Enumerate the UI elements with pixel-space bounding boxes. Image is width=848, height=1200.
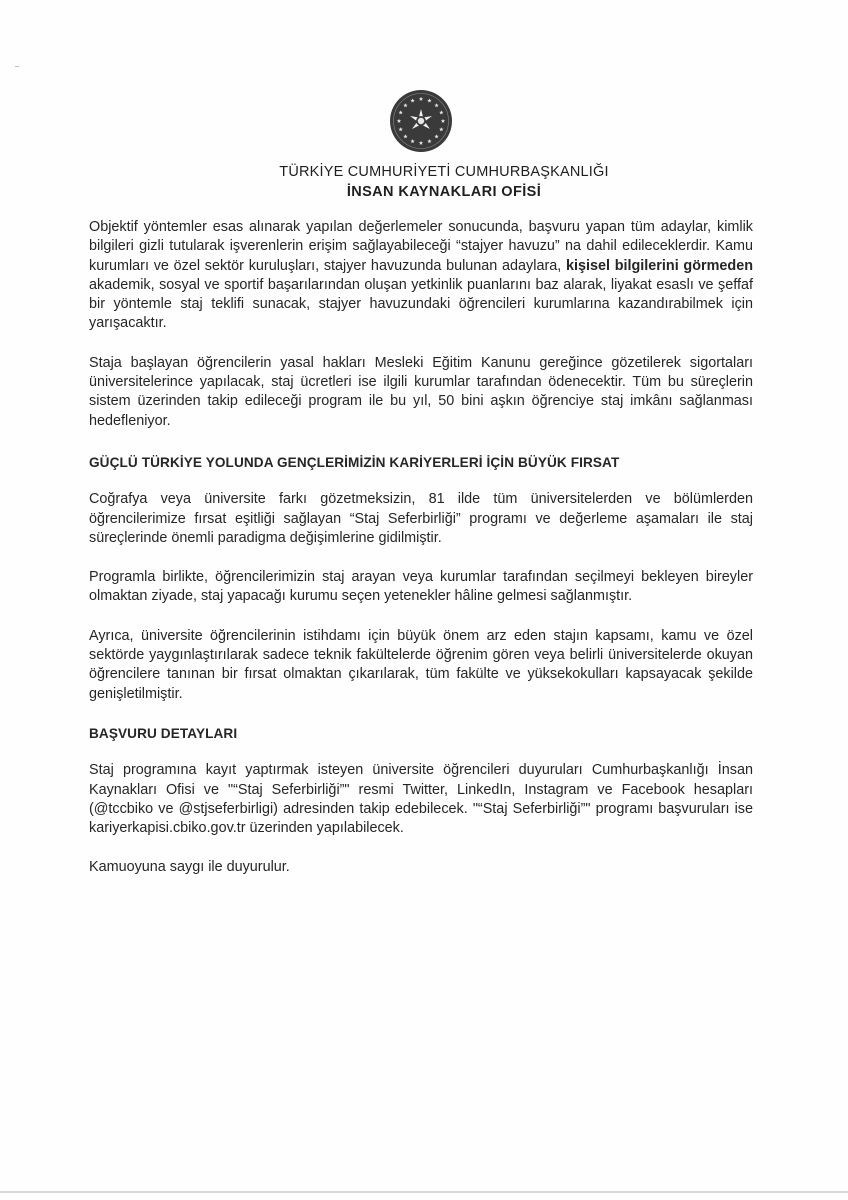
presidential-seal-icon [389,89,453,153]
paragraph-6: Staj programına kayıt yaptırmak isteyen üniversite öğrencileri duyuruları Cumhurbaşkanlığı İnsan Kaynakları Ofisi ve "“Staj Seferbirliği”" resmi Twitter, LinkedIn, Instagram ve Facebook hesapları (@tccbiko ve @stjseferbirligi) adresinden takip edebilecek. "“Staj Seferbirliği”" programı başvuruları ise kariyerkapisi.cbiko.gov.tr üzerinden yapılabilecek. [89,762,753,837]
document-body [89,218,753,878]
section-heading-application: BAŞVURU DETAYLARI [89,725,238,741]
document-header [0,162,848,202]
closing-line: Kamuoyuna saygı ile duyurulur. [89,859,290,876]
paragraph-5: Ayrıca, üniversite öğrencilerinin istihdamı için büyük önem arz eden stajın kapsamı, kamu ve özel sektörde yaygınlaştırılarak sadece teknik fakültelerde öğrenim gören veya belirli üniversitelerde okuyan öğrencilere tanınan bir fırsat olmaktan çıkarılarak, tüm fakülte ve yüksekokulları kapsayacak şekilde genişletilmiştir. [89,627,753,702]
paragraph-1-intro: Objektif yöntemler esas alınarak yapılan değerlemeler sonucunda, başvuru yapan tüm adaylar, kimlik bilgileri gizli tutularak işverenlerin erişim sağlayabileceği “stajyer havuzu” na dahil edileceklerdir. Kamu kurumları ve özel sektör kuruluşları, stajyer havuzunda bulunan adaylara, [89,219,753,274]
institution-title: TÜRKİYE CUMHURİYETİ CUMHURBAŞKANLIĞI [279,164,609,180]
paragraph-3: Coğrafya veya üniversite farkı gözetmeksizin, 81 ilde tüm üniversitelerden ve bölümlerden öğrencilerimize fırsat eşitliği sağlayan “Staj Seferbirliği” programı ve değerleme aşamaları ile staj süreçlerinde önemli paradigma değişimlerine gidilmiştir. [89,491,753,546]
section-heading-opportunity: GÜÇLÜ TÜRKİYE YOLUNDA GENÇLERİMİZİN KARİYERLERİ İÇİN BÜYÜK FIRSAT [89,454,620,470]
paragraph-4: Programla birlikte, öğrencilerimizin staj arayan veya kurumlar tarafından seçilmeyi bekleyen bireyler olmaktan ziyade, staj yapacağı kurumu seçen yetenekler hâline gelmesi sağlanmıştır. [89,569,753,605]
paragraph-1 [89,218,753,334]
scan-mark [15,66,19,67]
paragraph-2: Staja başlayan öğrencilerin yasal hakları Mesleki Eğitim Kanunu gereğince gözetilerek sigortaları üniversitelerince yapılacak, staj ücretleri ise ilgili kurumlar tarafından ödenecektir. Tüm bu süreçlerin sistem üzerinden takip edileceği program ile bu yıl, 50 bini aşkın öğrenciye staj imkânı sağlanması hedefleniyor. [89,354,753,429]
page-bottom-edge [0,1191,848,1193]
paragraph-1-rest: akademik, sosyal ve sportif başarılarından oluşan yetkinlik puanlarını baz alarak, liyakat esaslı ve şeffaf bir yöntemle staj teklifi sunacak, stajyer havuzundaki öğrencileri kurumlarına kazandırabilmek için yarışacaktır. [89,276,753,332]
paragraph-1-emphasis: kişisel bilgilerini görmeden [565,257,753,274]
office-title: İNSAN KAYNAKLARI OFİSİ [346,184,542,200]
